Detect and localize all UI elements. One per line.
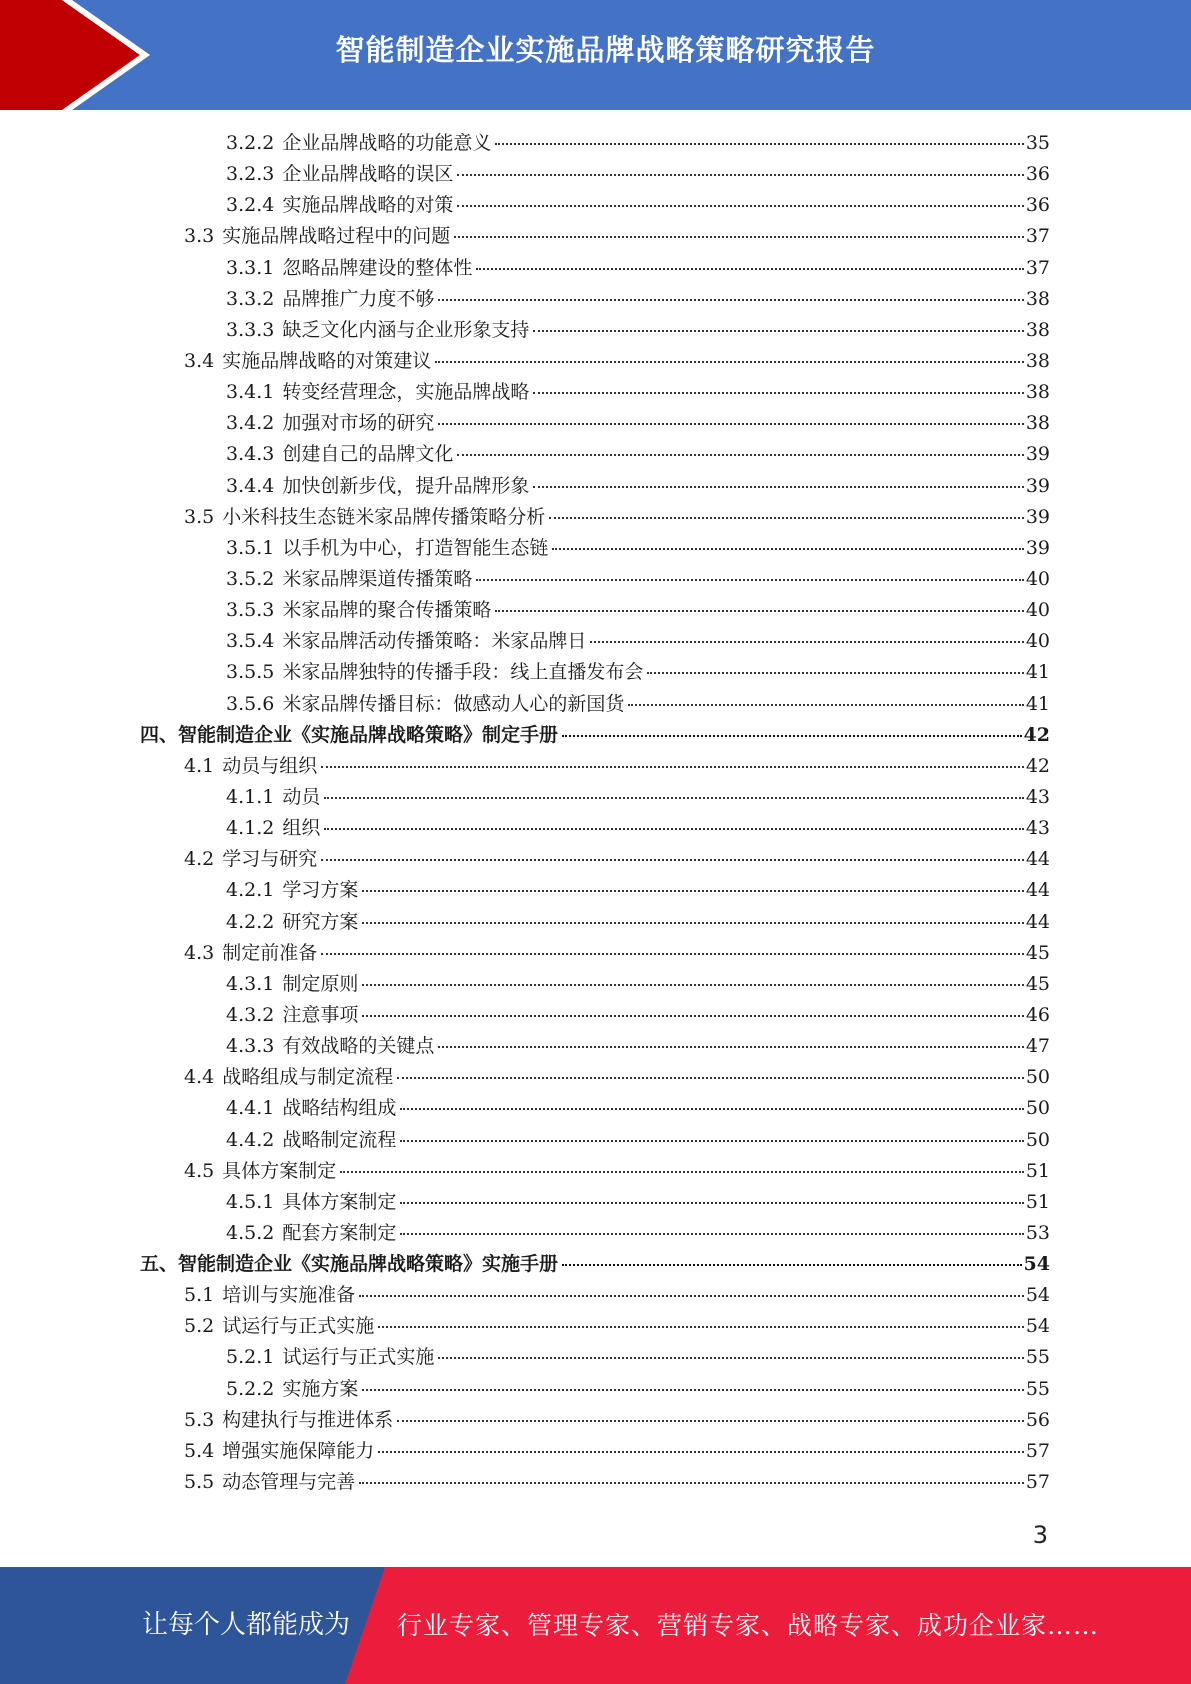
toc-entry-title: 米家品牌活动传播策略：米家品牌日: [282, 630, 587, 653]
toc-dot-leader: [562, 1264, 1022, 1266]
toc-entry-page: 50: [1025, 1066, 1050, 1089]
toc-entry-title: 战略制定流程: [282, 1128, 397, 1151]
toc-dot-leader: [457, 174, 1023, 176]
toc-entry-page: 46: [1025, 1003, 1050, 1026]
toc-entry-title: 缺乏文化内涵与企业形象支持: [282, 318, 530, 341]
toc-dot-leader: [359, 1482, 1024, 1484]
toc-entry-number: 五、: [140, 1253, 179, 1276]
toc-entry[interactable]: [140, 1031, 1050, 1062]
toc-dot-leader: [397, 1420, 1024, 1422]
toc-dot-leader: [324, 797, 1023, 799]
toc-dot-leader: [549, 517, 1024, 519]
toc-entry-page: 36: [1025, 194, 1050, 217]
toc-entry-number: 4.4: [184, 1066, 215, 1089]
toc-entry-title: 具体方案制定: [282, 1190, 397, 1213]
toc-entry[interactable]: [140, 190, 1050, 221]
toc-entry-title: 有效战略的关键点: [282, 1035, 435, 1058]
toc-entry-number: 5.4: [184, 1439, 215, 1462]
toc-entry-title: 组织: [282, 817, 321, 840]
toc-entry-number: 5.5: [184, 1471, 215, 1494]
toc-entry-page: 50: [1025, 1097, 1050, 1120]
toc-entry-page: 35: [1025, 132, 1050, 154]
toc-entry-number: 4.1.2: [226, 817, 275, 840]
footer-roles: 行业专家、管理专家、营销专家、战略专家、成功企业家……: [397, 1611, 1100, 1640]
toc-dot-leader: [438, 299, 1023, 301]
toc-entry[interactable]: [140, 1374, 1050, 1405]
toc-entry-page: 38: [1025, 287, 1050, 310]
toc-entry[interactable]: [140, 377, 1050, 408]
toc-entry-page: 40: [1025, 599, 1050, 622]
toc-entry-number: 4.2.2: [226, 910, 275, 933]
toc-entry-title: 实施品牌战略的对策: [282, 194, 454, 217]
toc-entry[interactable]: [140, 502, 1050, 533]
toc-entry-number: 4.1.1: [226, 785, 275, 808]
toc-entry[interactable]: [140, 1000, 1050, 1031]
toc-entry[interactable]: [140, 159, 1050, 190]
toc-entry-title: 米家品牌的聚合传播策略: [282, 599, 492, 622]
toc-entry-title: 动态管理与完善: [222, 1471, 356, 1494]
toc-entry-page: 45: [1025, 941, 1050, 964]
toc-entry-title: 研究方案: [282, 910, 359, 933]
toc-entry-title: 品牌推广力度不够: [282, 287, 435, 310]
toc-dot-leader: [362, 1015, 1023, 1017]
toc-entry[interactable]: [140, 626, 1050, 657]
toc-entry-title: 加快创新步伐，提升品牌形象: [282, 474, 530, 497]
toc-dot-leader: [397, 1077, 1024, 1079]
header-banner: [0, 0, 1191, 110]
toc-entry[interactable]: [140, 408, 1050, 439]
toc-entry-page: 38: [1025, 349, 1050, 372]
toc-dot-leader: [457, 205, 1023, 207]
toc-dot-leader: [400, 1140, 1023, 1142]
toc-entry-number: 四、: [140, 723, 179, 746]
toc-entry[interactable]: [140, 471, 1050, 502]
toc-entry-number: 3.2.3: [226, 163, 275, 186]
toc-entry[interactable]: [140, 1280, 1050, 1311]
toc-entry-page: 37: [1025, 256, 1050, 279]
toc-entry[interactable]: [140, 595, 1050, 626]
toc-entry-page: 39: [1025, 536, 1050, 559]
toc-entry-page: 50: [1025, 1128, 1050, 1151]
toc-entry-page: 45: [1025, 972, 1050, 995]
toc-entry[interactable]: [140, 533, 1050, 564]
toc-entry-title: 战略结构组成: [282, 1097, 397, 1120]
toc-entry-page: 42: [1023, 723, 1050, 746]
toc-dot-leader: [400, 1108, 1023, 1110]
toc-dot-leader: [362, 984, 1023, 986]
footer-slogan: 让每个人都能成为: [142, 1610, 351, 1640]
toc-entry-title: 实施品牌战略的对策建议: [222, 349, 432, 372]
toc-entry-page: 38: [1025, 318, 1050, 341]
toc-entry[interactable]: [140, 1187, 1050, 1218]
toc-entry-number: 3.4.3: [226, 443, 275, 466]
toc-entry-page: 39: [1025, 443, 1050, 466]
toc-entry-page: 43: [1025, 817, 1050, 840]
toc-entry-title: 企业品牌战略的功能意义: [282, 132, 492, 154]
toc-entry-page: 54: [1023, 1253, 1050, 1276]
toc-entry-page: 55: [1025, 1346, 1050, 1369]
toc-entry-page: 42: [1025, 754, 1050, 777]
toc-entry-title: 小米科技生态链米家品牌传播策略分析: [222, 505, 546, 528]
toc-dot-leader: [362, 1389, 1023, 1391]
toc-entry-page: 53: [1025, 1221, 1050, 1244]
toc-entry-number: 3.3.2: [226, 287, 275, 310]
toc-entry-page: 54: [1025, 1315, 1050, 1338]
toc-dot-leader: [321, 859, 1024, 861]
toc-entry[interactable]: [140, 907, 1050, 938]
toc-entry-title: 学习方案: [282, 879, 359, 902]
toc-entry-number: 3.3.3: [226, 318, 275, 341]
toc-dot-leader: [457, 454, 1023, 456]
toc-entry-title: 以手机为中心，打造智能生态链: [282, 536, 549, 559]
toc-entry[interactable]: [140, 782, 1050, 813]
toc-entry-page: 36: [1025, 163, 1050, 186]
toc-dot-leader: [378, 1451, 1024, 1453]
toc-dot-leader: [321, 953, 1024, 955]
toc-entry-number: 5.3: [184, 1408, 215, 1431]
toc-entry[interactable]: [140, 689, 1050, 720]
toc-entry[interactable]: [140, 346, 1050, 377]
toc-entry-page: 40: [1025, 567, 1050, 590]
toc-entry-title: 试运行与正式实施: [282, 1346, 435, 1369]
toc-entry-number: 3.2.2: [226, 132, 275, 154]
toc-dot-leader: [647, 672, 1023, 674]
toc-entry[interactable]: [140, 284, 1050, 315]
toc-dot-leader: [495, 143, 1023, 145]
toc-entry-number: 5.1: [184, 1284, 215, 1307]
toc-entry[interactable]: [140, 938, 1050, 969]
toc-entry-number: 4.1: [184, 754, 215, 777]
toc-entry-title: 增强实施保障能力: [222, 1439, 375, 1462]
toc-entry-page: 37: [1025, 225, 1050, 248]
toc-entry-number: 4.3: [184, 941, 215, 964]
toc-entry-title: 智能制造企业《实施品牌战略策略》制定手册: [178, 723, 559, 746]
toc-entry-number: 3.2.4: [226, 194, 275, 217]
toc-entry[interactable]: [140, 1311, 1050, 1342]
toc-dot-leader: [533, 392, 1023, 394]
toc-entry-number: 5.2: [184, 1315, 215, 1338]
toc-entry-number: 3.4.1: [226, 381, 275, 404]
toc-dot-leader: [400, 1233, 1023, 1235]
toc-entry-title: 智能制造企业《实施品牌战略策略》实施手册: [178, 1253, 559, 1276]
toc-entry-title: 创建自己的品牌文化: [282, 443, 454, 466]
toc-entry-title: 实施品牌战略过程中的问题: [222, 225, 451, 248]
toc-entry-page: 41: [1025, 661, 1050, 684]
toc-dot-leader: [454, 236, 1024, 238]
toc-entry-page: 57: [1025, 1471, 1050, 1494]
toc-entry-page: 44: [1025, 910, 1050, 933]
toc-entry[interactable]: [140, 1093, 1050, 1124]
toc-entry-title: 米家品牌传播目标：做感动人心的新国货: [282, 692, 625, 715]
toc-entry-title: 制定前准备: [222, 941, 318, 964]
toc-entry-number: 4.4.1: [226, 1097, 275, 1120]
report-title: 智能制造企业实施品牌战略策略研究报告: [335, 33, 876, 67]
toc-entry-number: 3.4: [184, 349, 215, 372]
toc-entry[interactable]: [140, 875, 1050, 906]
toc-entry-page: 38: [1025, 412, 1050, 435]
toc-entry-page: 44: [1025, 848, 1050, 871]
toc-entry-title: 加强对市场的研究: [282, 412, 435, 435]
toc-entry-title: 忽略品牌建设的整体性: [282, 256, 473, 279]
toc-entry[interactable]: [140, 1342, 1050, 1373]
toc-entry[interactable]: [140, 1467, 1050, 1498]
toc-entry-page: 43: [1025, 785, 1050, 808]
toc-entry-number: 4.3.2: [226, 1003, 275, 1026]
toc-entry-number: 4.5: [184, 1159, 215, 1182]
toc-entry-title: 转变经营理念，实施品牌战略: [282, 381, 530, 404]
toc-dot-leader: [400, 1202, 1023, 1204]
toc-entry[interactable]: [140, 128, 1050, 159]
toc-entry-title: 培训与实施准备: [222, 1284, 356, 1307]
toc-entry[interactable]: [140, 657, 1050, 688]
toc-entry-title: 注意事项: [282, 1003, 359, 1026]
toc-dot-leader: [362, 890, 1023, 892]
toc-entry-title: 构建执行与推进体系: [222, 1408, 394, 1431]
toc-entry-page: 38: [1025, 381, 1050, 404]
toc-entry-number: 4.2.1: [226, 879, 275, 902]
toc-entry-number: 3.5.4: [226, 630, 275, 653]
toc-entry[interactable]: [140, 1436, 1050, 1467]
toc-entry-number: 3.4.4: [226, 474, 275, 497]
toc-entry-page: 51: [1025, 1159, 1050, 1182]
toc-entry-number: 5.2.2: [226, 1377, 275, 1400]
page-number: 3: [1032, 1521, 1048, 1549]
toc-entry[interactable]: [140, 315, 1050, 346]
toc-dot-leader: [340, 1171, 1024, 1173]
toc-dot-leader: [378, 1326, 1024, 1328]
toc-entry-page: 47: [1025, 1035, 1050, 1058]
toc-entry[interactable]: [140, 1156, 1050, 1187]
toc-entry-page: 39: [1025, 474, 1050, 497]
toc-dot-leader: [533, 486, 1023, 488]
toc-dot-leader: [324, 828, 1023, 830]
toc-entry-title: 战略组成与制定流程: [222, 1066, 394, 1089]
toc-entry-title: 实施方案: [282, 1377, 359, 1400]
toc-entry[interactable]: [140, 564, 1050, 595]
toc-dot-leader: [435, 361, 1024, 363]
toc-dot-leader: [438, 423, 1023, 425]
toc-entry-number: 5.2.1: [226, 1346, 275, 1369]
toc-dot-leader: [321, 766, 1024, 768]
toc-entry-number: 4.3.3: [226, 1035, 275, 1058]
toc-entry-title: 动员与组织: [222, 754, 318, 777]
toc-entry-title: 动员: [282, 785, 321, 808]
toc-entry-number: 3.3.1: [226, 256, 275, 279]
toc-entry-number: 4.3.1: [226, 972, 275, 995]
toc-entry-page: 40: [1025, 630, 1050, 653]
toc-dot-leader: [562, 735, 1022, 737]
toc-entry-number: 4.5.1: [226, 1190, 275, 1213]
toc-entry-title: 米家品牌渠道传播策略: [282, 567, 473, 590]
table-of-contents: [140, 128, 1050, 1498]
toc-entry-number: 4.5.2: [226, 1221, 275, 1244]
toc-entry[interactable]: [140, 1249, 1050, 1280]
toc-entry-title: 米家品牌独特的传播手段：线上直播发布会: [282, 661, 644, 684]
toc-entry[interactable]: [140, 1125, 1050, 1156]
toc-entry-number: 3.5.6: [226, 692, 275, 715]
toc-entry-title: 试运行与正式实施: [222, 1315, 375, 1338]
toc-entry-number: 3.5.2: [226, 567, 275, 590]
toc-entry-number: 3.5.5: [226, 661, 275, 684]
toc-entry-number: 4.4.2: [226, 1128, 275, 1151]
toc-entry-page: 57: [1025, 1439, 1050, 1462]
toc-entry[interactable]: [140, 969, 1050, 1000]
toc-entry-number: 3.5.1: [226, 536, 275, 559]
toc-dot-leader: [476, 579, 1023, 581]
toc-entry[interactable]: [140, 813, 1050, 844]
toc-entry[interactable]: [140, 1062, 1050, 1093]
toc-dot-leader: [533, 330, 1023, 332]
toc-entry-title: 具体方案制定: [222, 1159, 337, 1182]
toc-entry-title: 学习与研究: [222, 848, 318, 871]
footer-banner: [0, 1567, 1191, 1684]
toc-entry-page: 41: [1025, 692, 1050, 715]
toc-dot-leader: [495, 610, 1023, 612]
toc-entry-page: 44: [1025, 879, 1050, 902]
toc-entry-number: 4.2: [184, 848, 215, 871]
toc-entry[interactable]: [140, 221, 1050, 252]
toc-entry-page: 55: [1025, 1377, 1050, 1400]
toc-entry[interactable]: [140, 844, 1050, 875]
toc-entry[interactable]: [140, 751, 1050, 782]
toc-dot-leader: [552, 548, 1023, 550]
toc-entry-page: 56: [1025, 1408, 1050, 1431]
toc-entry[interactable]: [140, 720, 1050, 751]
toc-entry-number: 3.3: [184, 225, 215, 248]
toc-dot-leader: [362, 922, 1023, 924]
toc-entry-title: 配套方案制定: [282, 1221, 397, 1244]
toc-entry[interactable]: [140, 439, 1050, 470]
toc-entry-number: 3.5.3: [226, 599, 275, 622]
toc-entry-title: 企业品牌战略的误区: [282, 163, 454, 186]
toc-dot-leader: [476, 268, 1023, 270]
toc-entry-page: 51: [1025, 1190, 1050, 1213]
toc-entry-title: 制定原则: [282, 972, 359, 995]
toc-dot-leader: [590, 641, 1023, 643]
toc-dot-leader: [628, 704, 1023, 706]
toc-entry[interactable]: [140, 1218, 1050, 1249]
toc-dot-leader: [438, 1357, 1023, 1359]
toc-dot-leader: [438, 1046, 1023, 1048]
toc-entry-number: 3.4.2: [226, 412, 275, 435]
toc-entry-number: 3.5: [184, 505, 215, 528]
toc-entry[interactable]: [140, 253, 1050, 284]
toc-entry-page: 39: [1025, 505, 1050, 528]
toc-entry-page: 54: [1025, 1284, 1050, 1307]
toc-dot-leader: [359, 1295, 1024, 1297]
toc-entry[interactable]: [140, 1405, 1050, 1436]
